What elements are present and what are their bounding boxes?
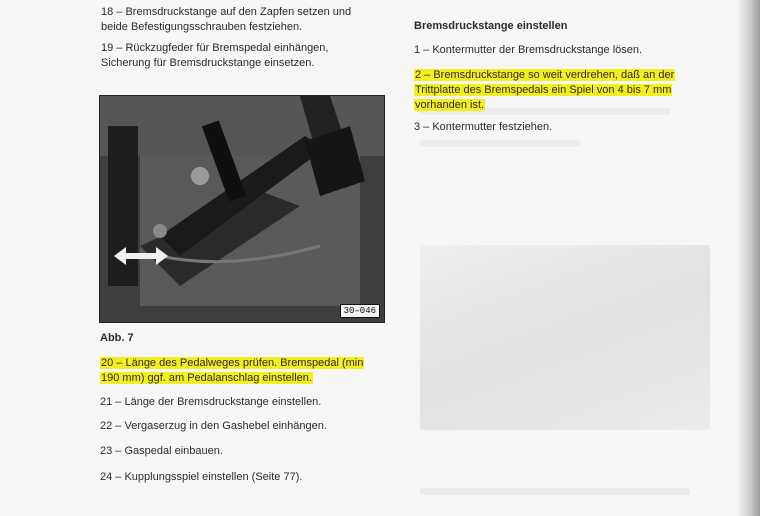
step-19: 19 – Rückzugfeder für Bremspedal einhängen, Sicherung für Bremsdruckstange einsetzen. [101, 42, 329, 69]
figure-caption: Abb. 7 [100, 332, 134, 344]
step-2-highlighted: 2 – Bremsdruckstange so weit verdrehen, daß an der Trittplatte des Bremspedals ein Spiel von 4 bis 7 mm vorhanden ist. [415, 69, 675, 111]
bleed-through-text [420, 140, 580, 147]
figure-code: 30–046 [340, 304, 380, 318]
step-18: 18 – Bremsdruckstange auf den Zapfen setzen und beide Befestigungsschrauben festziehen. [101, 6, 352, 33]
step-23: 23 – Gaspedal einbauen. [100, 445, 223, 457]
step-21: 21 – Länge der Bremsdruckstange einstellen. [100, 396, 322, 408]
step-3: 3 – Kontermutter festziehen. [414, 121, 553, 133]
step-2 [414, 68, 704, 113]
step-24: 24 – Kupplungsspiel einstellen (Seite 77). [100, 471, 303, 483]
step-1: 1 – Kontermutter der Bremsdruckstange lösen. [414, 44, 643, 56]
brake-pedal-illustration [100, 96, 384, 322]
bleed-through-image [420, 245, 710, 430]
step-22: 22 – Vergaserzug in den Gashebel einhängen. [100, 420, 327, 432]
section-heading: Bremsdruckstange einstellen [414, 20, 568, 32]
page-edge-shadow [738, 0, 760, 516]
step-20-highlighted: 20 – Länge des Pedalweges prüfen. Bremspedal (min 190 mm) ggf. am Pedalanschlag einstellen. [101, 357, 364, 384]
bleed-through-text [420, 488, 690, 495]
brake-pedal-photo [99, 95, 385, 323]
step-20 [100, 356, 382, 386]
